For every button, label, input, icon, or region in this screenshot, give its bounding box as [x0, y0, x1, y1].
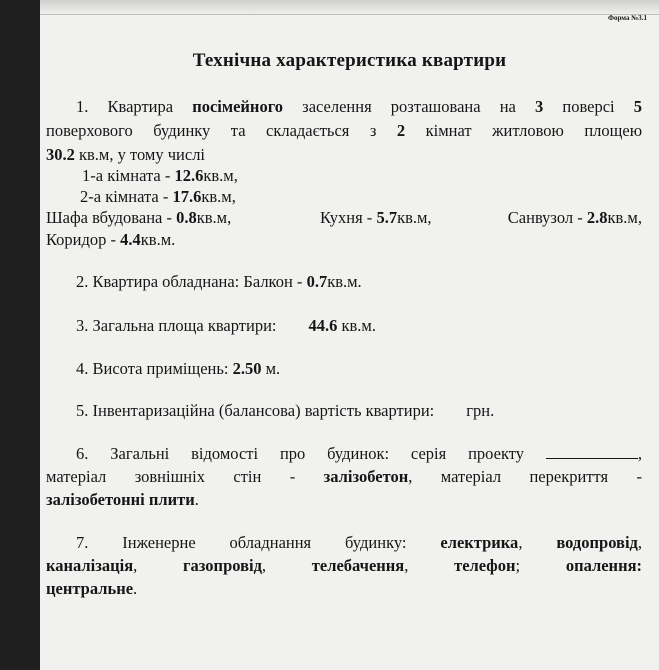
room-2: 2-а кімната - 17.6кв.м, — [80, 187, 236, 206]
document-title: Технічна характеристика квартири — [192, 50, 507, 71]
section-5: 5. Інвентаризаційна (балансова) вартість квартири: грн. — [76, 401, 495, 420]
section-1-line-2: поверхового будинку та складається з 2 кімнат житловою площею — [46, 121, 643, 140]
section-3: 3. Загальна площа квартири: 44.6 кв.м. — [76, 316, 376, 335]
document-page: Форма №3.1 Технічна характеристика квартири 1. Квартира посімейного заселення розташована на 3 поверсі 5 поверхового будинку та складається з 2 кімнат житловою площею 30.2 кв.м, у тому числі 1-а кімната - 12.6кв.м, 2-а кімната - 17.6кв.м, Шафа вбудована - 0.8кв.м, Кухня - 5.7кв.м, Санвузол - 2.8кв.м, Коридор - 4.4кв.м. 2. Квартира обладнана: Балкон - 0.7кв.м. 3. Загальна площа квартири: 44.6 кв.м. 4. Висота приміщень: 2.50 м. 5. Інвентаризаційна (балансова) вартість квартири: грн. 6. Загальні відомості про будинок: серія проекту , матеріал зовнішніх стін - залізобетон, матеріал перекриття - залізобетонні плити. 7. Інженерне обладнання будинку: електрика, водопровід, каналізація, газопровід, телебачення, телефон; опалення: центральне. — [40, 0, 659, 670]
section-1-line-1: 1. Квартира посімейного заселення розташована на 3 поверсі 5 — [76, 97, 643, 116]
page-fold-shadow — [40, 0, 659, 15]
section-4: 4. Висота приміщень: 2.50 м. — [76, 359, 281, 378]
section-7-line-2: каналізація, газопровід, телебачення, телефон; опалення: — [46, 556, 642, 575]
form-number: Форма №3.1 — [607, 14, 647, 22]
section-7-line-1: 7. Інженерне обладнання будинку: електрика, водопровід, — [76, 533, 643, 552]
section-6-line-2: матеріал зовнішніх стін - залізобетон, матеріал перекриття - — [46, 467, 642, 486]
section-7-line-3: центральне. — [46, 579, 138, 598]
section-2: 2. Квартира обладнана: Балкон - 0.7кв.м. — [76, 272, 362, 291]
room-1: 1-а кімната - 12.6кв.м, — [82, 166, 238, 185]
section-6-line-1: 6. Загальні відомості про будинок: серія проекту , — [76, 444, 643, 463]
section-1-line-3: 30.2 кв.м, у тому числі — [46, 145, 206, 164]
project-series-blank — [546, 446, 638, 459]
section-6-line-3: залізобетонні плити. — [46, 490, 199, 509]
section-1-line-7: Коридор - 4.4кв.м. — [46, 230, 176, 249]
